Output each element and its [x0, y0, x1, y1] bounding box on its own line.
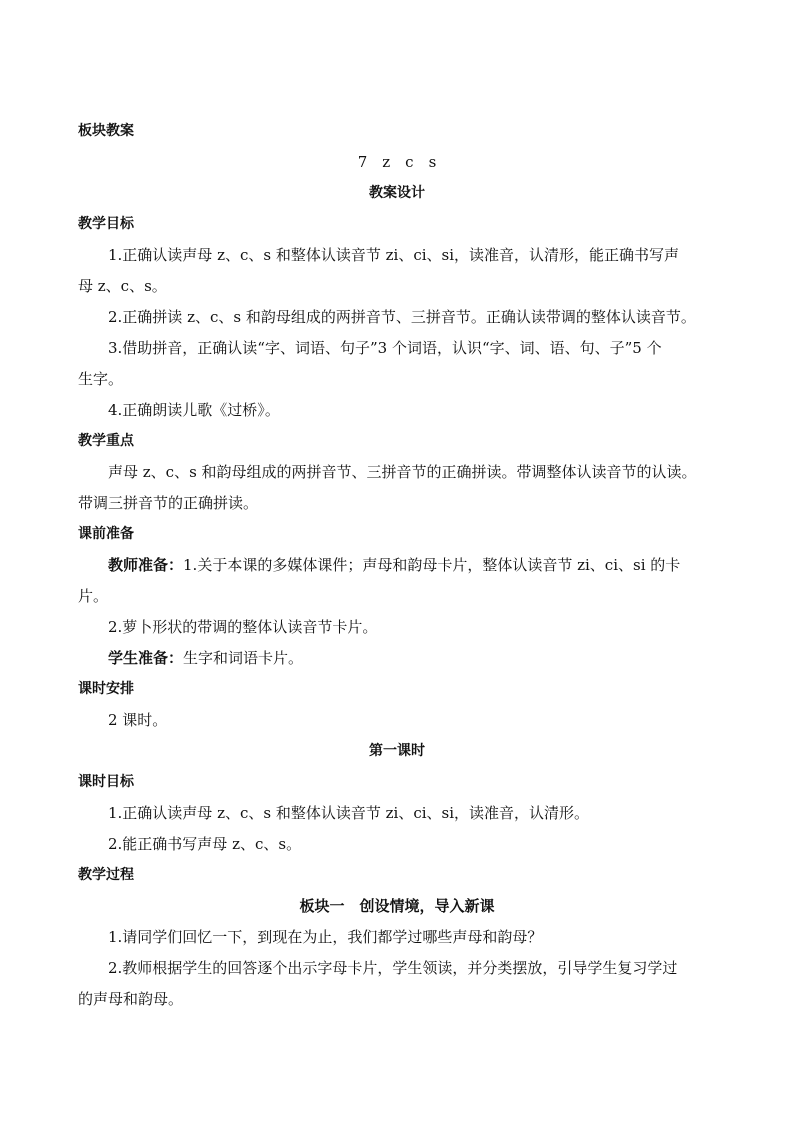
process-heading: 教学过程 — [78, 867, 134, 883]
teacher-preparation — [108, 555, 728, 575]
header-label: 板块教案 — [78, 123, 134, 139]
section-design-title: 教案设计 — [369, 185, 425, 201]
first-lesson-title: 第一课时 — [369, 743, 425, 759]
block-one-title — [0, 896, 794, 916]
block-one-title-text: 板块一 创设情境，导入新课 — [299, 897, 495, 915]
goal-item: 1.正确认读声母 z、c、s 和整体认读音节 zi、ci、si，读准音，认清形，能正确书写声 — [108, 246, 680, 264]
lesson-title: 7 z c s — [357, 153, 437, 171]
process-item: 1.请同学们回忆一下，到现在为止，我们都学过哪些声母和韵母？ — [108, 928, 543, 946]
key-points-heading: 教学重点 — [78, 433, 134, 449]
goal-item-continued: 生字。 — [78, 370, 124, 388]
teacher-preparation-continued: 片。 — [78, 587, 109, 605]
student-preparation — [108, 648, 728, 668]
key-points-line: 声母 z、c、s 和韵母组成的两拼音节、三拼音节的正确拼读。带调整体认读音节的认读。 — [108, 463, 697, 481]
teacher-preparation-item: 2.萝卜形状的带调的整体认读音节卡片。 — [108, 618, 378, 636]
lesson-goal-item: 2.能正确书写声母 z、c、s。 — [108, 835, 302, 853]
teacher-preparation-text: 1.关于本课的多媒体课件；声母和韵母卡片，整体认读音节 zi、ci、si 的卡 — [183, 556, 681, 574]
process-item-continued: 的声母和韵母。 — [78, 990, 184, 1008]
teacher-preparation-label: 教师准备： — [108, 556, 184, 574]
schedule-text: 2 课时。 — [108, 711, 168, 729]
lesson-goals-heading: 课时目标 — [78, 774, 134, 790]
student-preparation-text: 生字和词语卡片。 — [183, 649, 304, 667]
key-points-line: 带调三拼音节的正确拼读。 — [78, 494, 259, 512]
schedule-heading: 课时安排 — [78, 681, 134, 697]
student-preparation-label: 学生准备： — [108, 649, 184, 667]
process-item: 2.教师根据学生的回答逐个出示字母卡片，学生领读，并分类摆放，引导学生复习学过 — [108, 959, 678, 977]
goal-item-continued: 母 z、c、s。 — [78, 277, 167, 295]
goal-item: 4.正确朗读儿歌《过桥》。 — [108, 401, 280, 419]
goal-item: 3.借助拼音，正确认读“字、词语、句子”3 个词语，认识“字、词、语、句、子”5 个 — [108, 339, 662, 357]
preparation-heading: 课前准备 — [78, 526, 134, 542]
goal-item: 2.正确拼读 z、c、s 和韵母组成的两拼音节、三拼音节。正确认读带调的整体认读音节。 — [108, 308, 696, 326]
goals-heading: 教学目标 — [78, 216, 134, 232]
lesson-goal-item: 1.正确认读声母 z、c、s 和整体认读音节 zi、ci、si，读准音，认清形。 — [108, 804, 590, 822]
